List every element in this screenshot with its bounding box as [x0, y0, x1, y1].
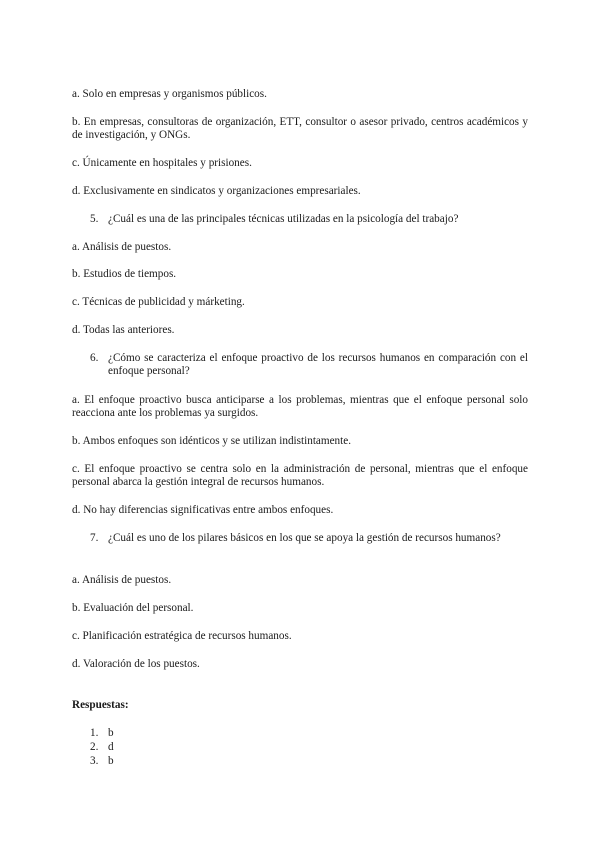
- question-number: 7.: [90, 532, 99, 544]
- q4-option-c: c. Únicamente en hospitales y prisiones.: [72, 157, 252, 169]
- question-text: ¿Cuál es uno de los pilares básicos en los que se apoya la gestión de recursos humanos?: [108, 532, 501, 544]
- question-7: [90, 532, 528, 545]
- answer-value: b: [108, 755, 114, 767]
- question-number: 6.: [90, 352, 99, 364]
- q5-option-c: c. Técnicas de publicidad y márketing.: [72, 296, 245, 308]
- q6-option-c: c. El enfoque proactivo se centra solo en la administración de personal, mientras que el enfoque personal abarca la gestión integral de recursos humanos.: [72, 463, 528, 488]
- question-text: ¿Cuál es una de las principales técnicas utilizadas en la psicología del trabajo?: [108, 213, 459, 225]
- question-number: 5.: [90, 213, 99, 225]
- question-text: ¿Cómo se caracteriza el enfoque proactivo de los recursos humanos en comparación con el enfoque personal?: [108, 352, 528, 377]
- answer-number: 3.: [90, 755, 99, 767]
- q4-option-d: d. Exclusivamente en sindicatos y organizaciones empresariales.: [72, 185, 361, 197]
- question-5: [90, 213, 528, 226]
- q7-option-a: a. Análisis de puestos.: [72, 574, 172, 586]
- q5-option-a: a. Análisis de puestos.: [72, 241, 172, 253]
- answer-number: 1.: [90, 727, 99, 739]
- answer-item: [90, 727, 114, 740]
- q6-option-b: b. Ambos enfoques son idénticos y se utilizan indistintamente.: [72, 435, 352, 447]
- answer-number: 2.: [90, 741, 99, 753]
- q6-option-a: a. El enfoque proactivo busca anticiparse a los problemas, mientras que el enfoque personal solo reacciona ante los problemas ya surgidos.: [72, 394, 528, 419]
- answers-heading: Respuestas:: [72, 699, 129, 711]
- q7-option-c: c. Planificación estratégica de recursos humanos.: [72, 630, 292, 642]
- q5-option-b: b. Estudios de tiempos.: [72, 268, 177, 280]
- q4-option-a: a. Solo en empresas y organismos públicos.: [72, 88, 267, 100]
- q6-option-d: d. No hay diferencias significativas entre ambos enfoques.: [72, 504, 334, 516]
- answer-value: b: [108, 727, 114, 739]
- q7-option-d: d. Valoración de los puestos.: [72, 658, 200, 670]
- question-6: [90, 352, 528, 378]
- q4-option-b: b. En empresas, consultoras de organización, ETT, consultor o asesor privado, centros académicos y de investigación, y ONGs.: [72, 116, 528, 141]
- q7-option-b: b. Evaluación del personal.: [72, 602, 194, 614]
- answer-item: [90, 755, 114, 768]
- answer-item: [90, 741, 114, 754]
- answer-value: d: [108, 741, 114, 753]
- q5-option-d: d. Todas las anteriores.: [72, 324, 175, 336]
